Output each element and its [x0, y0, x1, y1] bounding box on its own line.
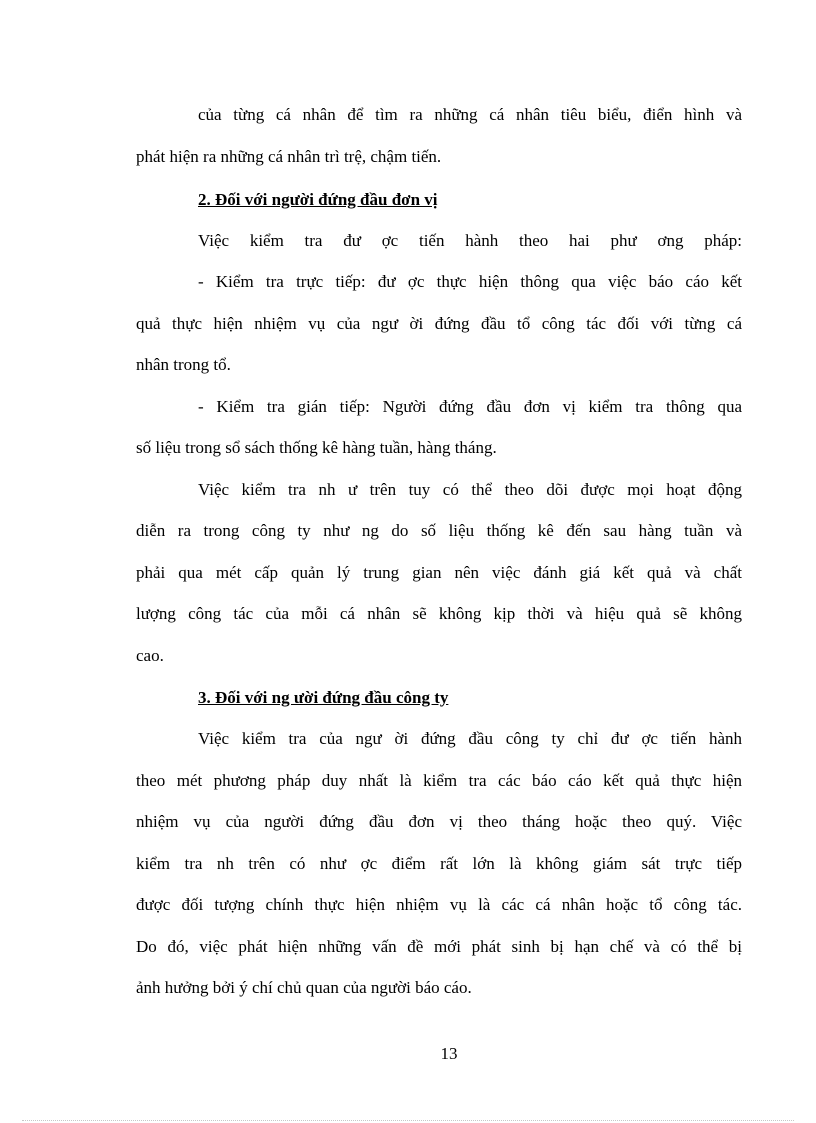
paragraph-2-line-1: Việc kiểm tra đư ợc tiến hành theo hai phư ơng pháp:	[198, 231, 742, 250]
paragraph-5-line-2: diễn ra trong công ty như ng do số liệu thống kê đến sau hàng tuần và	[136, 521, 742, 540]
paragraph-6-line-1: Việc kiểm tra của ngư ời đứng đầu công ty chỉ đư ợc tiến hành	[198, 729, 742, 748]
paragraph-5-line-5: cao.	[136, 646, 164, 665]
paragraph-3-line-3: nhân trong tổ.	[136, 355, 231, 374]
page-number: 13	[440, 1044, 458, 1063]
paragraph-6-line-2: theo mét phương pháp duy nhất là kiểm tra các báo cáo kết quả thực hiện	[136, 771, 742, 790]
paragraph-6-line-4: kiểm tra nh trên có như ợc điểm rất lớn là không giám sát trực tiếp	[136, 854, 742, 873]
paragraph-4-line-1: - Kiểm tra gián tiếp: Người đứng đầu đơn vị kiểm tra thông qua	[198, 397, 742, 416]
paragraph-4-line-2: số liệu trong sổ sách thống kê hàng tuần, hàng tháng.	[136, 438, 497, 457]
paragraph-6-line-5: được đối tượng chính thực hiện nhiệm vụ là các cá nhân hoặc tổ công tác.	[136, 895, 742, 914]
paragraph-6-line-7: ảnh hưởng bởi ý chí chủ quan của người báo cáo.	[136, 978, 472, 997]
paragraph-1-line-2: phát hiện ra những cá nhân trì trệ, chậm tiến.	[136, 147, 442, 166]
paragraph-3-line-1: - Kiểm tra trực tiếp: đư ợc thực hiện thông qua việc báo cáo kết	[198, 272, 742, 291]
paragraph-6-line-3: nhiệm vụ của người đứng đầu đơn vị theo tháng hoặc theo quý. Việc	[136, 812, 742, 831]
paragraph-5-line-3: phải qua mét cấp quản lý trung gian nên việc đánh giá kết quả và chất	[136, 563, 742, 582]
paragraph-5-line-4: lượng công tác của mỗi cá nhân sẽ không kịp thời và hiệu quả sẽ không	[136, 604, 742, 623]
paragraph-3-line-2: quả thực hiện nhiệm vụ của ngư ời đứng đầu tổ công tác đối với từng cá	[136, 314, 742, 333]
page-bottom-border	[22, 1120, 794, 1121]
section-heading-3: 3. Đối với ng ười đứng đầu công ty	[198, 688, 449, 707]
section-heading-2: 2. Đối với người đứng đầu đơn vị	[198, 190, 438, 209]
paragraph-5-line-1: Việc kiểm tra nh ư trên tuy có thể theo dõi được mọi hoạt động	[198, 480, 742, 499]
paragraph-6-line-6: Do đó, việc phát hiện những vấn đề mới phát sinh bị hạn chế và có thể bị	[136, 937, 742, 956]
paragraph-1-line-1: của từng cá nhân để tìm ra những cá nhân tiêu biểu, điển hình và	[198, 105, 742, 124]
